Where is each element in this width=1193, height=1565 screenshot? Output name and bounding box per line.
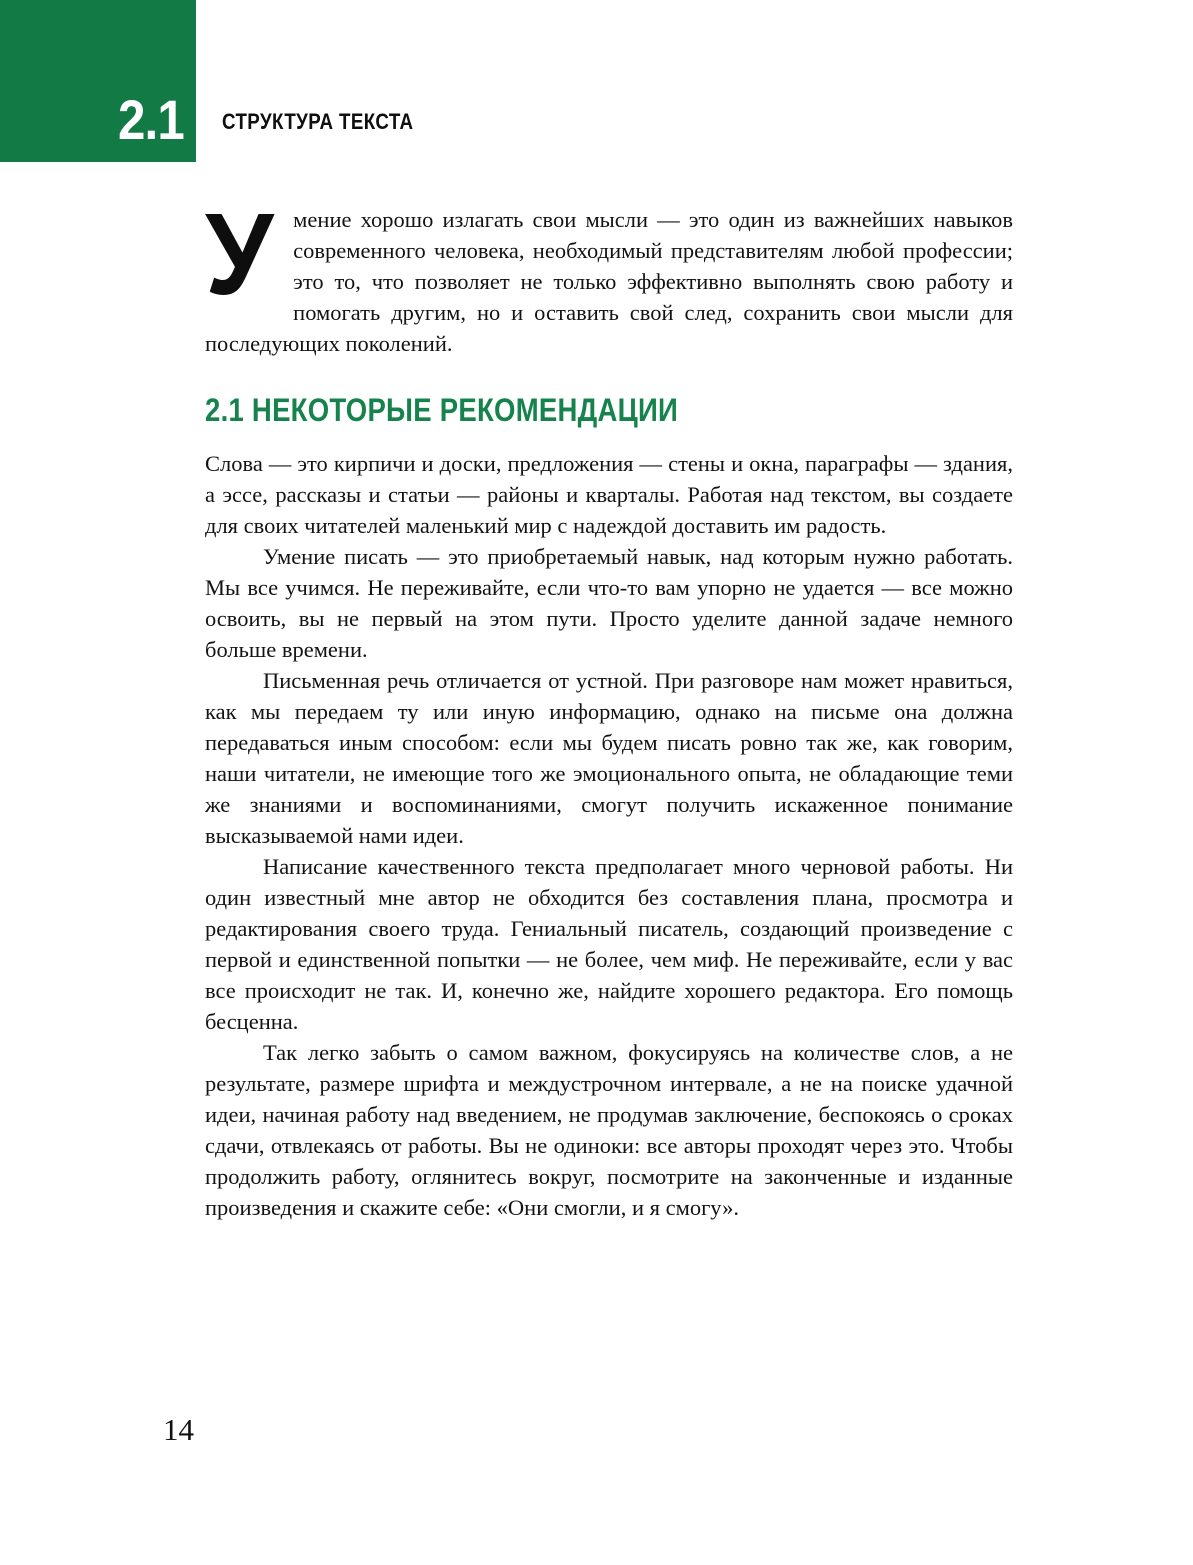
drop-cap: У (205, 189, 274, 319)
text-column (205, 189, 1013, 1223)
page-number: 14 (163, 1412, 194, 1447)
body-paragraph-4: Написание качественного текста предполагает много черновой работы. Ни один известный мне автор не обходится без составления плана, просмотра и редактирования своего труда. Гениальный писатель, создающий произведение с первой и единственной попытки — не более, чем миф. Не переживайте, если у вас все происходит не так. И, конечно же, найдите хорошего редактора. Его помощь бесценна. (205, 854, 1013, 1035)
intro-paragraph-text: мение хорошо излагать свои мысли — это один из важнейших навыков современного человека, необходимый представителям любой профессии; это то, что позволяет не только эффективно выполнять свою работу и помогать другим, но и оставить свой след, сохранить свои мысли для последующих поколений. (205, 207, 1013, 356)
body-paragraph-3: Письменная речь отличается от устной. При разговоре нам может нравиться, как мы передаем ту или иную информацию, однако на письме она должна передаваться иным способом: если мы будем писать ровно так же, как говорим, наши читатели, не имеющие того же эмоционального опыта, не обладающие теми же знаниями и воспоминаниями, смогут получить искаженное понимание высказываемой нами идеи. (205, 668, 1013, 849)
body-paragraph-1: Слова — это кирпичи и доски, предложения — стены и окна, параграфы — здания, а эссе, рассказы и статьи — районы и кварталы. Работая над текстом, вы создаете для своих читателей маленький мир с надеждой доставить им радость. (205, 451, 1013, 539)
chapter-title: СТРУКТУРА ТЕКСТА (222, 109, 414, 134)
section-heading: 2.1 НЕКОТОРЫЕ РЕКОМЕНДАЦИИ (205, 392, 679, 428)
chapter-number: 2.1 (118, 88, 184, 151)
chapter-badge (0, 0, 196, 162)
intro-paragraph (205, 189, 1013, 359)
body-paragraph-5: Так легко забыть о самом важном, фокусируясь на количестве слов, а не результате, размере шрифта и междустрочном интервале, а не на поиске удачной идеи, начиная работу над введением, не продумав заключение, беспокоясь о сроках сдачи, отвлекаясь от работы. Вы не одиноки: все авторы проходят через это. Чтобы продолжить работу, оглянитесь вокруг, посмотрите на законченные и изданные произведения и скажите себе: «Они смогли, и я смогу». (205, 1040, 1013, 1221)
body-paragraph-2: Умение писать — это приобретаемый навык, над которым нужно работать. Мы все учимся. Не переживайте, если что-то вам упорно не удается — все можно освоить, вы не первый на этом пути. Просто уделите данной задаче немного больше времени. (205, 544, 1013, 663)
